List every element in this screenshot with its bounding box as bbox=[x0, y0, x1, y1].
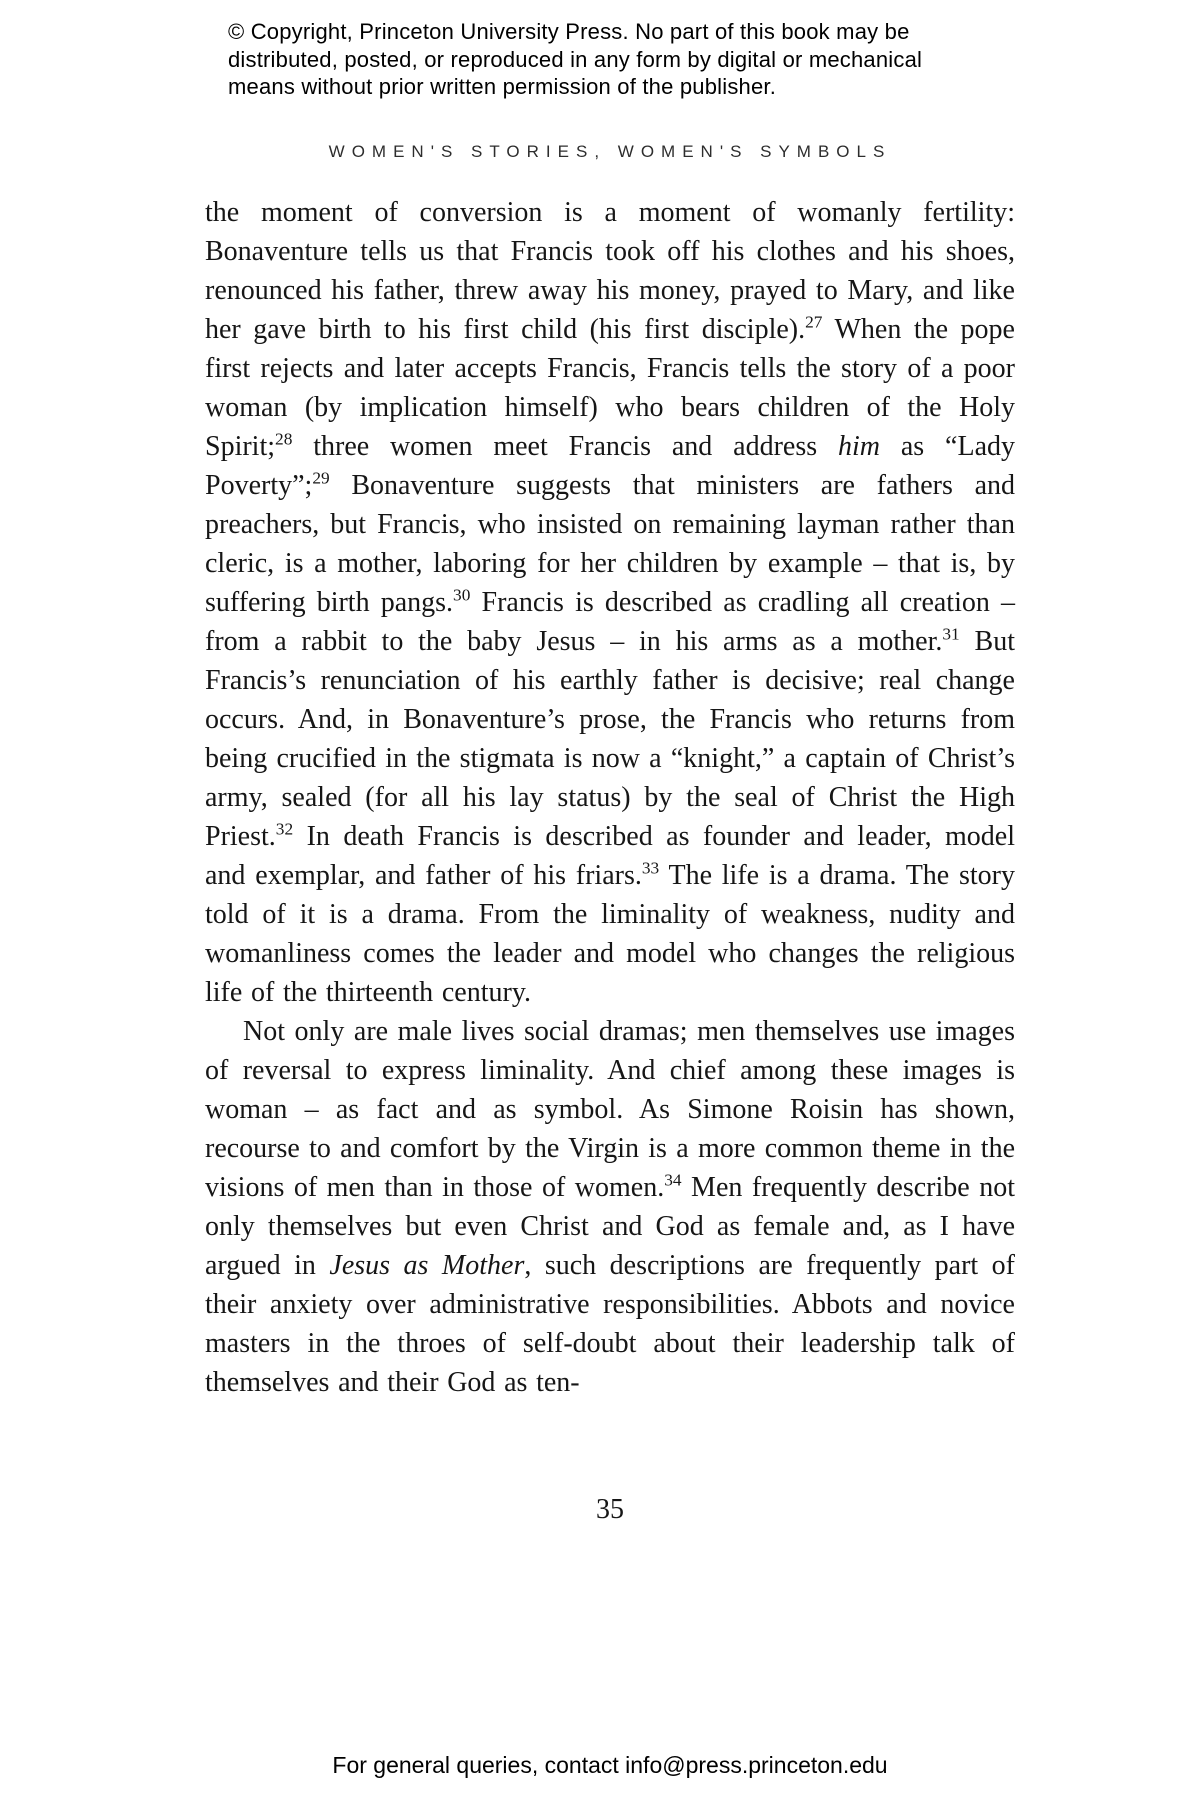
footer-contact: For general queries, contact info@press.princeton.edu bbox=[332, 1752, 888, 1778]
body-text bbox=[205, 193, 1015, 1402]
paragraph: Not only are male lives social dramas; men themselves use images of reversal to express liminality. And chief among these images is woman – as fact and as symbol. As Simone Roisin has shown, recourse to and comfort by the Virgin is a more common theme in the visions of men than in those of women.$^{34}$ Men frequently describe not only themselves but even Christ and God as female and, as I have argued in Jesus as Mother, such descriptions are frequently part of their anxiety over administrative responsibilities. Abbots and novice masters in the throes of self-doubt about their leadership talk of themselves and their God as ten- bbox=[205, 1016, 1015, 1398]
paragraph: the moment of conversion is a moment of womanly fertility: Bonaventure tells us that Francis took off his clothes and his shoes, renounced his father, threw away his money, prayed to Mary, and like her gave birth to his first child (his first disciple).$^{27}$ When the pope first rejects and later accepts Francis, Francis tells the story of a poor woman (by implication himself) who bears children of the Holy Spirit;$^{28}$ three women meet Francis and address him as “Lady Poverty”;$^{29}$ Bonaventure suggests that ministers are fathers and preachers, but Francis, who insisted on remaining layman rather than cleric, is a mother, laboring for her children by example – that is, by suffering birth pangs.$^{30}$ Francis is described as cradling all creation – from a rabbit to the baby Jesus – in his arms as a mother.$^{31}$ But Francis’s renunciation of his earthly father is decisive; real change occurs. And, in Bonaventure’s prose, the Francis who returns from being crucified in the stigmata is now a “knight,” a captain of Christ’s army, sealed (for all his lay status) by the seal of Christ the High Priest.$^{32}$ In death Francis is described as founder and leader, model and exemplar, and father of his friars.$^{33}$ The life is a drama. The story told of it is a drama. From the liminality of weakness, nudity and womanliness comes the leader and model who changes the religious life of the thirteenth century. bbox=[205, 197, 1015, 1008]
page-number: 35 bbox=[596, 1494, 624, 1525]
copyright-line: distributed, posted, or reproduced in any form by digital or mechanical bbox=[228, 46, 923, 72]
copyright-line: © Copyright, Princeton University Press. No part of this book may be bbox=[228, 19, 910, 44]
copyright-notice bbox=[228, 18, 922, 101]
running-head: WOMEN'S STORIES, WOMEN'S SYMBOLS bbox=[328, 142, 892, 161]
copyright-line: means without prior written permission of the publisher. bbox=[228, 74, 777, 99]
